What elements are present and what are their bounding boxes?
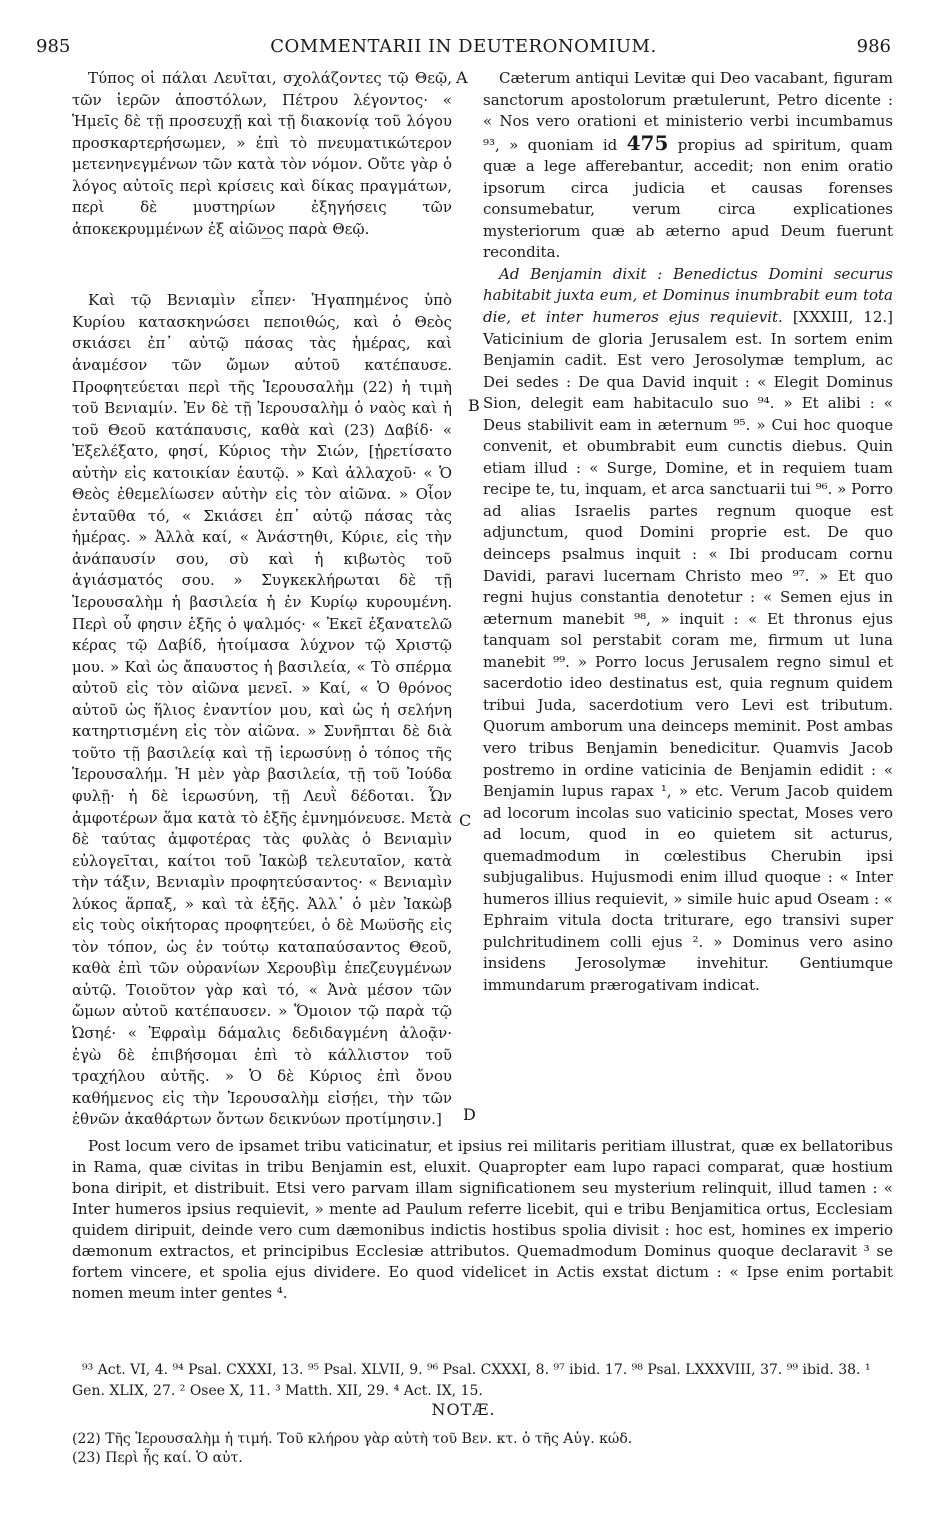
column-number: 475 [626, 130, 669, 155]
greek-paragraph-2: Καὶ τῷ Βενιαμὶν εἶπεν· Ἠγαπημένος ὑπὸ Κυρίου κατασκηνώσει πεποιθώς, καὶ ὁ Θεὸς σκιάσει ἐπ᾽ αὐτῷ πάσας τὰς ἡμέρας, καὶ ἀναμέσον τῶν ὤμων αὐτοῦ κατέπαυσε. Προφητεύεται περὶ τῆς Ἱερουσαλὴμ (22) ἡ τιμὴ τοῦ Βενιαμίν. Ἐν δὲ τῇ Ἱερουσαλὴμ ὁ ναὸς καὶ ἡ τοῦ Θεοῦ κατάπαυσις, καθὰ καὶ (23) Δαβίδ· « Ἐξελέξατο, φησί, Κύριος τὴν Σιών, [ᾑρετίσατο αὐτὴν εἰς κατοικίαν ἑαυτῷ. » Καὶ ἀλλαχοῦ· « Ὁ Θεὸς ἐθεμελίωσεν αὐτὴν εἰς τὸν αἰῶνα. » Οἷον ἐνταῦθα τό, « Σκιάσει ἐπ᾽ αὐτῷ πάσας τὰς ἡμέρας. » Ἀλλὰ καί, « Ἀνάστηθι, Κύριε, εἰς τὴν ἀνάπαυσίν σου, σὺ καὶ ἡ κιβωτὸς τοῦ ἁγιάσματός σου. » Συγκεκλήρωται δὲ τῇ Ἱερουσαλὴμ ἡ βασιλεία ἡ ἐν Κυρίῳ κυρουμένη. Περὶ οὗ φησιν ἑξῆς ὁ ψαλμός· « Ἐκεῖ ἐξανατελῶ κέρας τῷ Δαβίδ, ἡτοίμασα λύχνον τῷ Χριστῷ μου. » Καὶ ὡς ἄπαυστος ἡ βασιλεία, « Τὸ σπέρμα αὐτοῦ εἰς τὸν αἰῶνα μενεῖ. » Καί, « Ὁ θρόνος αὐτοῦ ὡς ἥλιος ἐναντίον μου, καὶ ὡς ἡ σελήνη κατηρτισμένη εἰς τὸν αἰῶνα. » Συνῆπται δὲ διὰ τοῦτο τῇ βασιλείᾳ καὶ τῇ ἱερωσύνῃ ὁ τόπος τῆς Ἱερουσαλήμ. Ἡ μὲν γὰρ βασιλεία, τῇ τοῦ Ἰούδα φυλῇ· ἡ δὲ ἱερωσύνη, τῇ Λευῒ δέδοται. Ὧν ἀμφοτέρων ἅμα κατὰ τὸ ἑξῆς ἐμνημόνευσε. Μετὰ δὲ ταύτας ἀμφοτέρας τὰς φυλὰς ὁ Βενιαμὶν εὐλογεῖται, καίτοι τοῦ Ἰακὼβ τελευταῖον, κατὰ τὴν τάξιν, Βενιαμὶν προφητεύσαντος· « Βενιαμὶν λύκος ἅρπαξ, » καὶ τὰ ἑξῆς. Ἀλλ᾽ ὁ μὲν Ἰακὼβ εἰς τοὺς οἰκήτορας προφητεύει, ὁ δὲ Μωϋσῆς εἰς τὸν τόπον, ὡς ἐν τούτῳ καταπαύσαντος Θεοῦ, καθὰ ἐπὶ τῶν οὐρανίων Χερουβὶμ ἐπεζευγμένων αὐτῷ. Τοιοῦτον γὰρ καὶ τό, « Ἀνὰ μέσον τῶν ὤμων αὐτοῦ κατέπαυσεν. » Ὅμοιον τῷ παρὰ τῷ Ὠσηέ· « Ἐφραὶμ δάμαλις δεδιδαγμένη ἀλοᾷν· ἐγὼ δὲ ἐπιβήσομαι ἐπὶ τὸ κάλλιστον τοῦ τραχήλου αὐτῆς. » Ὁ δὲ Κύριος ἐπὶ ὄνου καθήμενος εἰς τὴν Ἱερουσαλὴμ εἰσῄει, τὴν τῶν ἐθνῶν ἀκαθάρτων ὄντων δεικνύων προτίμησιν.] [72, 291, 452, 1129]
scripture-reference: [XXXIII, 12.] [792, 308, 893, 327]
running-title: COMMENTARII IN DEUTERONOMIUM. [270, 36, 657, 57]
scripture-lemma: Ad Benjamin dixit : Benedictus Domini securus habitabit juxta eum, et Dominus inumbrabit eum tota die, et inter humeros ejus requievit. [483, 264, 893, 327]
page-number-right: 986 [856, 36, 891, 57]
greek-column [72, 68, 452, 1131]
references [72, 1360, 893, 1402]
latin-paragraph-1-end: propius ad spiritum, quam quæ a lege afferebantur, accedit; non enim oratio ipsorum circa judicia et causas forenses consumebatur, verum circa explicationes mysteriorum quæ ab æterno apud Deum fuerunt recondita. [483, 135, 893, 262]
column-gap [72, 240, 452, 290]
note-23: (23) Περὶ ἧς καί. Ὁ αὐτ. [72, 1450, 243, 1466]
margin-marker-b: B [468, 396, 480, 415]
latin-paragraph-1 [483, 68, 893, 264]
greek-paragraph-1: Τύπος οἱ πάλαι Λευῖται, σχολάζοντες τῷ Θεῷ, τῶν ἱερῶν ἀποστόλων, Πέτρου λέγοντος· « Ἡμεῖς δὲ τῇ προσευχῇ καὶ τῇ διακονίᾳ τοῦ λόγου προσκαρτερήσωμεν, » ἐπὶ τὸ πνευματικώτερον μετενηνεγμένων τῶν κατὰ τὸν νόμον. Οὔτε γὰρ ὁ λόγος αὐτοῖς περὶ κρίσεις καὶ δίκας πραγμάτων, περὶ δὲ μυστηρίων ἐξηγήσεις τῶν ἀποκεκρυμμένων ἐξ αἰῶνος παρὰ Θεῷ. [72, 69, 452, 238]
latin-paragraph-2 [483, 264, 893, 997]
latin-paragraph-1-start: Cæterum antiqui Levitæ qui Deo vacabant, figuram sanctorum apostolorum prætulerunt, Petro dicente : « Nos vero orationi et ministerio verbi incumbamus ⁹³, » quoniam id [483, 69, 893, 154]
margin-marker-d: D [463, 1105, 476, 1124]
notes [72, 1430, 893, 1468]
latin-paragraph-2-body: Vaticinium de gloria Jerusalem est. In sortem enim Benjamin cadit. Est vero Jerosolymæ templum, ac Dei sedes : De qua David inquit : « Elegit Dominus Sion, delegit eam habitaculo suo ⁹⁴. » Et alibi : « Deus stabilivit eam in æternum ⁹⁵. » Cui hoc quoque convenit, et obumbrabit eum cunctis diebus. Quin etiam illud : « Surge, Domine, et in requiem tuam recipe te, tu, inquam, et arca sanctuarii tui ⁹⁶. » Porro ad alias Israelis partes regnum quoque est adjunctum, quod Domini proprie est. De quo deinceps psalmus inquit : « Ibi producam cornu Davidi, paravi lucernam Christo meo ⁹⁷. » Et quo regni hujus constantia denotetur : « Semen ejus in æternum manebit ⁹⁸, » inquit : « Et thronus ejus tanquam sol perstabit coram me, firmum ut luna manebit ⁹⁹. » Porro locus Jerusalem regno simul et sacerdotio ideo destinatus est, quia regnum quidem tribui Juda, sacerdotium vero Levi est tributum. Quorum amborum una deinceps meminit. Post ambas vero tribus Benjamin benedicitur. Quamvis Jacob postremo in ordine vaticinia de Benjamin edidit : « Benjamin lupus rapax ¹, » etc. Verum Jacob quidem ad locorum incolas suo vaticinio spectat, Moses vero ad locum, quod in eo quietem sit acturus, quemadmodum in cœlestibus Cherubin ipsi subjugalibus. Hujusmodi enim illud quoque : « Inter humeros illius requievit, » simile huic apud Oseam : « Ephraim vitula docta triturare, ego transivi super pulchritudinem colli ejus ². » Dominus vero asino insidens Jerosolymæ invehitur. Gentiumque immundarum prærogativam indicat. [483, 329, 893, 994]
references-line: ⁹³ Act. VI, 4. ⁹⁴ Psal. CXXXI, 13. ⁹⁵ Psal. XLVII, 9. ⁹⁶ Psal. CXXXI, 8. ⁹⁷ ibid. 17. ⁹⁸ Psal. LXXXVIII, 37. ⁹⁹ ibid. 38. ¹ Gen. XLIX, 27. ² Osee X, 11. ³ Matth. XII, 29. ⁴ Act. IX, 15. [72, 1362, 871, 1399]
latin-column [483, 68, 893, 997]
page-number-left: 985 [36, 36, 71, 57]
full-width-paragraph: Post locum vero de ipsamet tribu vaticinatur, et ipsius rei militaris peritiam illustrat, quæ ex bellatoribus in Rama, quæ civitas in tribu Benjamin est, eluxit. Quapropter eam lupo rapaci comparat, quæ hostium bona diripit, et distribuit. Etsi vero parvam illam significationem seu mysterium relinquit, illud tamen : « Inter humeros ipsius requievit, » mente ad Paulum referre licebit, qui e tribu Benjamitica ortus, Ecclesiam quidem diripuit, deinde vero cum dæmonibus indictis hostibus spolia divisit : hoc est, homines ex imperio dæmonum extractos, et principibus Ecclesiæ attributos. Quemadmodum Dominus quoque declaravit ³ se fortem vincere, et spolia ejus dividere. Eo quod videlicet in Actis exstat dictum : « Ipse enim portabit nomen meum inter gentes ⁴. [72, 1137, 893, 1302]
note-22: (22) Τῆς Ἱερουσαλὴμ ἡ τιμή. Τοῦ κλήρου γὰρ αὐτὴ τοῦ Βεν. κτ. ὁ τῆς Αὐγ. κώδ. [72, 1431, 633, 1447]
full-width-text [72, 1136, 893, 1304]
page-header [36, 36, 891, 62]
margin-marker-a: A [456, 68, 468, 87]
margin-marker-c: C [459, 811, 472, 830]
separator-dash [262, 238, 272, 239]
notes-title: NOTÆ. [431, 1400, 496, 1419]
